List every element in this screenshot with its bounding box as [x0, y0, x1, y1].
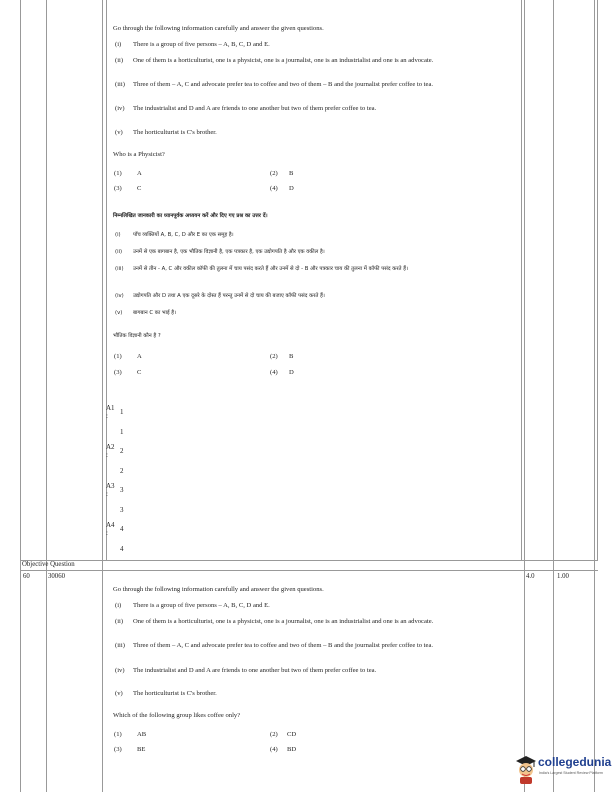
answer-number: 3	[120, 486, 124, 494]
q1-item-5	[113, 129, 435, 138]
q2-item-num: (i)	[115, 602, 122, 609]
answer-label: A2	[106, 443, 115, 451]
q1-hindi-item-text: उद्योगपति और D तथा A एक दूसरे के दोस्त हैं परन्तु उनमें से दो चाय की बजाए कॉफी पसंद करते हैं।	[133, 293, 325, 299]
q1-hindi-option-value: A	[137, 353, 142, 360]
answer-number: 1	[120, 408, 124, 416]
q1-option-num: (4)	[270, 185, 278, 192]
q1-hindi-item-text: बागबान C का भाई है।	[133, 310, 177, 316]
question-negative-marks: 1.00	[557, 573, 569, 580]
logo-tagline: India's Largest Student Review Platform	[539, 771, 603, 775]
q1-hindi-item-num: (v)	[115, 310, 123, 316]
answer-number: 4	[120, 525, 124, 533]
answer-colon: :	[106, 490, 108, 498]
q1-item-num: (v)	[115, 129, 123, 136]
q1-hindi-question: भौतिक विज्ञानी कौन है ?	[113, 333, 161, 339]
q2-item-num: (ii)	[115, 618, 124, 625]
q2-item-num: (iv)	[115, 667, 125, 674]
q1-item-num: (iii)	[115, 81, 125, 88]
q1-item-num: (iv)	[115, 105, 125, 112]
answer-colon: :	[106, 412, 108, 420]
q1-item-4	[113, 105, 435, 114]
answer-colon: :	[106, 451, 108, 459]
q2-option-value: CD	[287, 731, 297, 738]
table-border-left	[20, 0, 21, 792]
q1-item-text: Three of them – A, C and advocate prefer tea to coffee and two of them – B and the journalist prefer coffee to tea.	[133, 81, 434, 88]
q1-item-1	[113, 41, 435, 50]
q2-item-text: There is a group of five persons – A, B, C, D and E.	[133, 602, 270, 609]
q1-option-num: (2)	[270, 170, 278, 177]
question-marks: 4.0	[526, 573, 535, 580]
q1-hindi-item-text: उनमें से एक बागबान है, एक भौतिक विज्ञानी है, एक पत्रकार है, एक उद्योगपति है और एक वकील है।	[133, 249, 325, 255]
q2-option-value: BD	[287, 746, 297, 753]
q1-hindi-item-4	[113, 292, 435, 301]
q1-hindi-item-text: पाँच व्यक्तियों A, B, C, D और E का एक समूह है।	[133, 232, 234, 238]
table-border-col6	[553, 0, 554, 792]
answer-label: A1	[106, 404, 115, 412]
q2-option-num: (1)	[114, 731, 122, 738]
q1-item-num: (ii)	[115, 57, 124, 64]
q2-item-num: (v)	[115, 690, 123, 697]
q1-hindi-option-num: (4)	[270, 369, 278, 376]
q1-question: Who is a Physicist?	[113, 151, 165, 158]
q2-question: Which of the following group likes coffee only?	[113, 712, 241, 719]
q2-item-1	[113, 602, 435, 611]
answer-number: 2	[120, 447, 124, 455]
q2-item-text: The horticulturist is C's brother.	[133, 690, 217, 697]
row-divider-1	[20, 560, 598, 561]
answer-colon: :	[106, 529, 108, 537]
q2-item-3	[113, 642, 435, 651]
section-label: Objective Question	[22, 561, 75, 568]
q1-hindi-option-value: B	[289, 353, 294, 360]
q2-option-num: (2)	[270, 731, 278, 738]
q2-item-2	[113, 618, 435, 627]
q1-item-text: There is a group of five persons – A, B, C, D and E.	[133, 41, 270, 48]
q1-hindi-item-num: (iv)	[115, 293, 124, 299]
table-border-col3	[106, 0, 107, 560]
table-border-col7	[594, 0, 595, 792]
q1-hindi-option-value: D	[289, 369, 294, 376]
q1-option-value: A	[137, 170, 142, 177]
q2-intro: Go through the following information carefully and answer the given questions.	[113, 586, 324, 593]
q1-hindi-item-1	[113, 231, 435, 240]
q1-hindi-option-num: (1)	[114, 353, 122, 360]
question-serial: 60	[23, 573, 30, 580]
question-id: 30060	[48, 573, 65, 580]
q1-option-num: (3)	[114, 185, 122, 192]
q1-hindi-intro: निम्नलिखित जानकारी का ध्यानपूर्वक अध्ययन करें और दिए गए प्रश्न का उत्तर दें।	[113, 213, 268, 219]
q2-item-5	[113, 690, 435, 699]
q2-option-value: BE	[137, 746, 146, 753]
q1-hindi-item-num: (iii)	[115, 266, 124, 272]
q1-item-num: (i)	[115, 41, 122, 48]
q1-item-3	[113, 81, 435, 90]
q1-hindi-option-num: (3)	[114, 369, 122, 376]
q1-hindi-item-2	[113, 248, 435, 257]
q2-option-num: (3)	[114, 746, 122, 753]
row-divider-2	[20, 570, 598, 571]
table-border-col8	[597, 0, 598, 560]
table-border-col2	[102, 0, 103, 792]
graduate-mascot-icon	[514, 754, 538, 784]
answer-value: 4	[120, 545, 124, 553]
q1-option-value: B	[289, 170, 294, 177]
answer-value: 2	[120, 467, 124, 475]
q1-option-value: D	[289, 185, 294, 192]
q1-item-text: One of them is a horticulturist, one is a physicist, one is a journalist, one is an industrialist and one is an advocate.	[133, 57, 434, 64]
table-border-col4	[521, 0, 522, 560]
q2-option-num: (4)	[270, 746, 278, 753]
q1-intro: Go through the following information carefully and answer the given questions.	[113, 25, 324, 32]
q2-item-num: (iii)	[115, 642, 125, 649]
q2-item-text: Three of them – A, C and advocate prefer tea to coffee and two of them – B and the journalist prefer coffee to tea.	[133, 642, 434, 649]
q2-option-value: AB	[137, 731, 147, 738]
q2-item-text: The industrialist and D and A are friends to one another but two of them prefer coffee to tea.	[133, 667, 377, 674]
table-border-col5	[524, 0, 525, 792]
q1-hindi-item-5	[113, 309, 435, 318]
answer-label: A4	[106, 521, 115, 529]
q1-option-num: (1)	[114, 170, 122, 177]
q2-item-4	[113, 667, 435, 676]
q1-hindi-item-num: (i)	[115, 232, 121, 238]
q1-item-text: The industrialist and D and A are friends to one another but two of them prefer coffee to tea.	[133, 105, 377, 112]
q1-hindi-option-num: (2)	[270, 353, 278, 360]
q1-option-value: C	[137, 185, 142, 192]
q1-hindi-option-value: C	[137, 369, 142, 376]
q1-hindi-item-num: (ii)	[115, 249, 123, 255]
collegedunia-logo	[514, 752, 610, 788]
table-border-col1	[46, 0, 47, 792]
answer-value: 3	[120, 506, 124, 514]
logo-wordmark: collegedunia	[538, 755, 612, 769]
q1-hindi-item-text: उनमें से तीन - A, C और वकील कॉफी की तुलना में चाय पसंद करते हैं और उनमें से दो - B और पत्रकार चाय की तुलना में कॉफी पसंद करते हैं।	[133, 266, 409, 272]
q1-item-2	[113, 57, 435, 66]
answer-label: A3	[106, 482, 115, 490]
q1-item-text: The horticulturist is C's brother.	[133, 129, 217, 136]
q1-hindi-item-3	[113, 265, 435, 274]
q2-item-text: One of them is a horticulturist, one is a physicist, one is a journalist, one is an industrialist and one is an advocate.	[133, 618, 434, 625]
answer-value: 1	[120, 428, 124, 436]
